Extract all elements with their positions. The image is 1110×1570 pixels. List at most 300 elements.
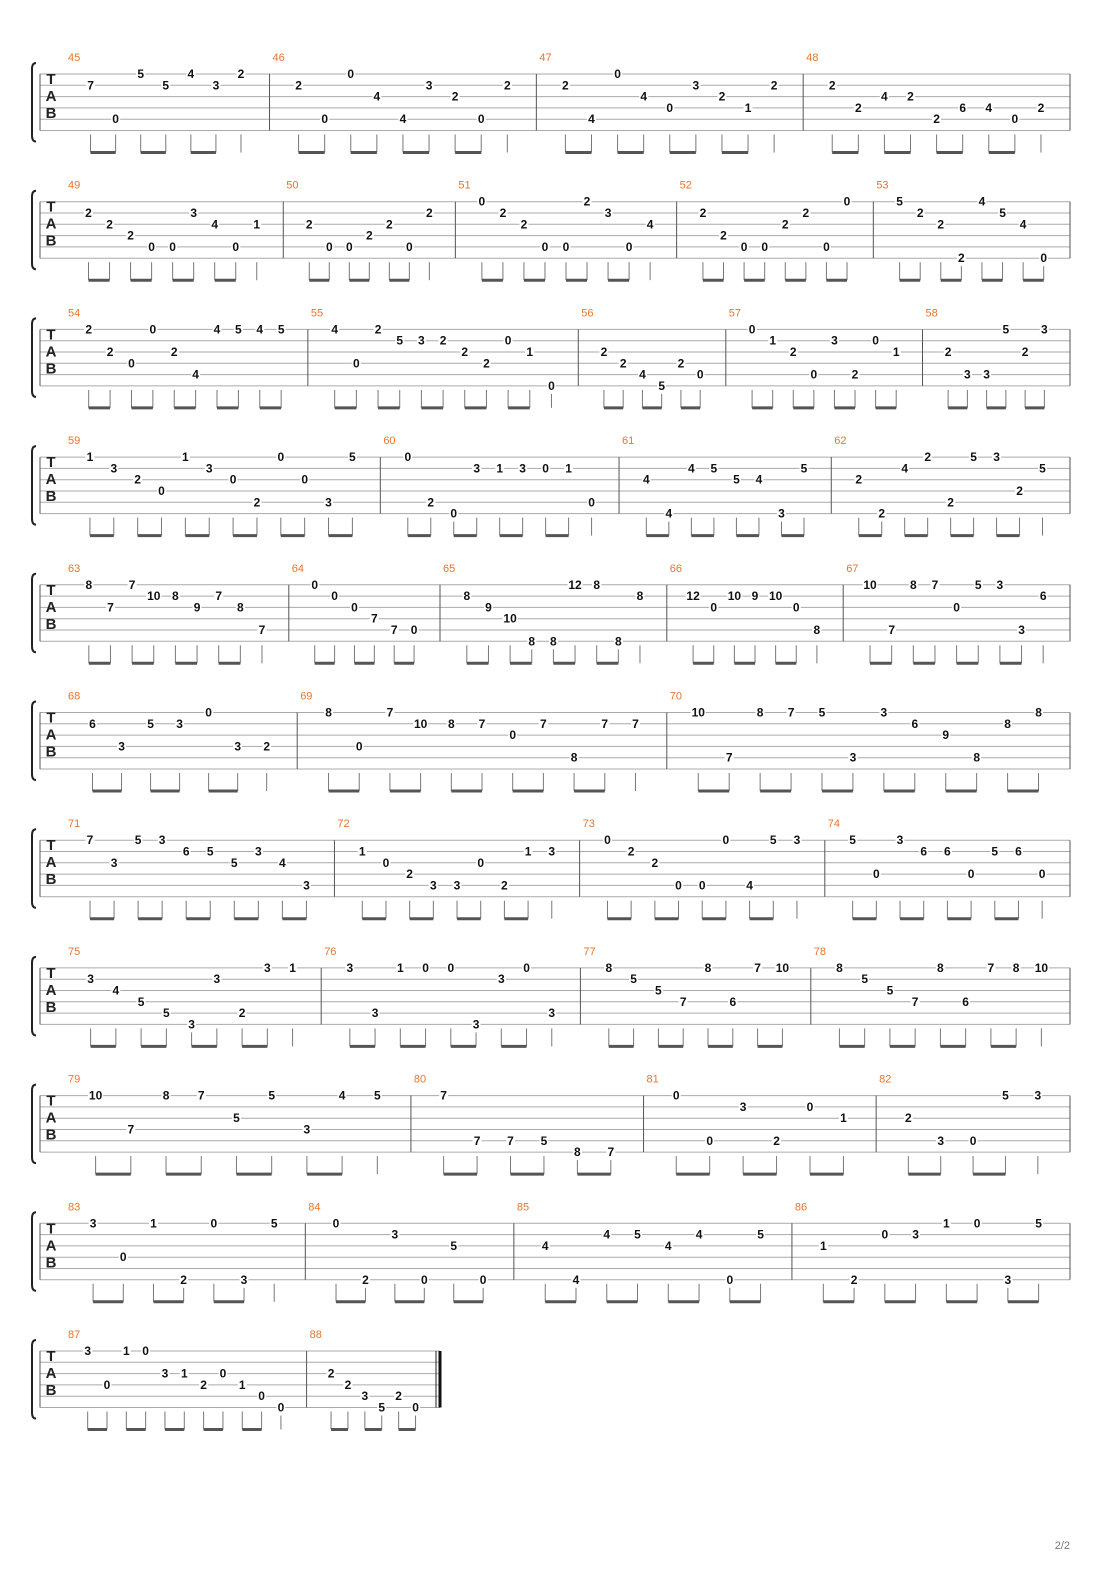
fret-number: 1	[86, 450, 94, 465]
fret-number: 3	[263, 960, 271, 975]
fret-number: 4	[746, 878, 753, 893]
fret-number: 3	[84, 1344, 92, 1358]
fret-number: 0	[740, 239, 748, 254]
fret-number: 3	[110, 461, 118, 476]
fret-number: 2	[499, 206, 507, 220]
fret-number: 5	[991, 844, 999, 859]
fret-number: 0	[973, 1216, 981, 1231]
measure-77	[583, 946, 810, 1047]
tab-clef-letter: A	[45, 598, 57, 616]
fret-number: 2	[385, 217, 393, 232]
fret-number: 4	[331, 322, 339, 337]
fret-number: 3	[993, 450, 1000, 465]
fret-number: 3	[497, 972, 505, 987]
tab-clef-letter: A	[45, 854, 57, 872]
measure-number: 86	[794, 1201, 808, 1214]
fret-number: 2	[263, 739, 271, 754]
fret-number: 1	[182, 450, 189, 465]
fret-number: 8	[756, 705, 764, 720]
fret-number: 8	[973, 750, 981, 765]
measure-number: 51	[458, 179, 471, 192]
fret-number: 1	[840, 1111, 847, 1126]
fret-number: 0	[698, 878, 706, 893]
fret-number: 7	[632, 716, 639, 731]
fret-number: 0	[509, 728, 517, 743]
fret-number: 3	[371, 1006, 379, 1021]
system-bracket	[32, 1212, 36, 1291]
fret-number: 7	[679, 994, 687, 1009]
fret-number: 2	[878, 506, 886, 521]
tab-clef-letter: A	[45, 471, 57, 489]
fret-number: 5	[861, 972, 869, 987]
fret-number: 0	[210, 1216, 218, 1231]
fret-number: 7	[725, 750, 733, 765]
measure-number: 72	[337, 818, 350, 831]
fret-number: 2	[520, 217, 528, 232]
fret-number: 6	[920, 844, 928, 859]
fret-number: 8	[550, 634, 557, 649]
fret-number: 1	[526, 345, 534, 359]
fret-number: 0	[321, 112, 329, 127]
measure-number: 62	[834, 435, 847, 448]
fret-number: 2	[907, 89, 914, 104]
measure-58	[925, 307, 1070, 408]
fret-number: 1	[524, 844, 532, 859]
fret-number: 0	[1011, 112, 1019, 127]
fret-number: 6	[944, 844, 951, 859]
measure-46	[273, 52, 537, 153]
fret-number: 3	[896, 833, 904, 848]
fret-number: 1	[150, 1216, 157, 1231]
fret-number: 4	[112, 983, 120, 998]
tab-clef-letter: T	[46, 709, 56, 727]
tab-clef-letter: T	[46, 1220, 56, 1238]
fret-number: 0	[523, 960, 530, 975]
fret-number: 0	[479, 1272, 487, 1287]
fret-number: 3	[205, 461, 213, 476]
measure-number: 78	[813, 945, 827, 958]
fret-number: 2	[773, 1133, 780, 1148]
measure-64	[292, 563, 440, 664]
fret-number: 0	[792, 600, 800, 615]
measure-62	[834, 435, 1070, 535]
fret-number: 2	[718, 89, 726, 104]
fret-number: 2	[651, 855, 659, 870]
system-5	[32, 563, 1070, 664]
fret-number: 3	[1034, 1088, 1042, 1103]
fret-number: 0	[477, 112, 485, 127]
system-10	[32, 1201, 1070, 1302]
measure-number: 79	[68, 1073, 81, 1086]
fret-number: 5	[162, 78, 170, 93]
fret-number: 2	[374, 322, 382, 337]
fret-number: 3	[604, 206, 612, 220]
fret-number: 2	[200, 1377, 207, 1392]
fret-number: 7	[370, 611, 378, 626]
fret-number: 1	[180, 1366, 188, 1381]
fret-number: 5	[999, 206, 1006, 220]
tab-clef-letter: A	[45, 981, 57, 999]
fret-number: 5	[277, 322, 285, 337]
system-bracket	[32, 63, 36, 142]
measure-number: 77	[583, 945, 596, 958]
fret-number: 0	[325, 239, 333, 254]
fret-number: 7	[87, 78, 94, 93]
fret-number: 4	[881, 89, 888, 104]
tab-clef-letter: B	[45, 615, 57, 633]
tab-clef-letter: B	[45, 232, 57, 250]
fret-number: 3	[1018, 623, 1025, 637]
page-number: 2/2	[1054, 1540, 1070, 1552]
fret-number: 0	[355, 739, 363, 754]
fret-number: 10	[863, 577, 877, 592]
system-3	[32, 307, 1070, 408]
fret-number: 3	[89, 1216, 97, 1231]
fret-number: 0	[1040, 251, 1048, 266]
fret-number: 4	[211, 217, 219, 232]
fret-number: 5	[137, 67, 145, 81]
fret-number: 7	[473, 1133, 481, 1148]
fret-number: 3	[548, 1006, 556, 1021]
measure-84	[308, 1201, 514, 1302]
fret-number: 4	[256, 322, 264, 337]
system-bracket	[32, 1085, 36, 1164]
measure-49	[68, 180, 283, 281]
fret-number: 10	[413, 716, 428, 731]
fret-number: 5	[1039, 461, 1046, 476]
fret-number: 5	[710, 461, 718, 476]
measure-number: 48	[806, 52, 819, 64]
fret-number: 6	[959, 100, 967, 115]
fret-number: 0	[675, 878, 682, 893]
fret-number: 1	[396, 960, 404, 975]
measure-87	[68, 1329, 307, 1430]
fret-number: 10	[1034, 960, 1049, 975]
fret-number: 0	[351, 600, 358, 615]
system-11	[32, 1329, 440, 1430]
tab-clef-letter: B	[45, 743, 57, 761]
fret-number: 1	[819, 1238, 827, 1253]
fret-number: 0	[761, 239, 769, 254]
fret-number: 4	[399, 112, 407, 127]
measure-number: 63	[68, 562, 81, 575]
tab-clef-letter: T	[46, 964, 56, 982]
fret-number: 2	[583, 194, 591, 209]
fret-number: 2	[344, 1377, 352, 1392]
fret-number: 5	[800, 461, 808, 476]
fret-number: 0	[205, 705, 212, 720]
fret-number: 3	[361, 1389, 369, 1404]
fret-number: 5	[1002, 322, 1010, 337]
fret-number: 1	[943, 1216, 950, 1231]
tab-clef-letter: T	[46, 198, 56, 216]
fret-number: 0	[562, 239, 570, 254]
measure-number: 60	[383, 435, 396, 448]
fret-number: 3	[793, 833, 801, 848]
fret-number: 8	[463, 589, 471, 604]
fret-number: 2	[562, 78, 569, 93]
fret-number: 5	[849, 833, 856, 848]
fret-number: 3	[346, 960, 354, 975]
system-bracket	[32, 1340, 36, 1419]
fret-number: 0	[128, 356, 135, 371]
measure-67	[846, 563, 1070, 664]
fret-number: 2	[362, 1272, 369, 1287]
fret-number: 6	[729, 994, 737, 1009]
fret-number: 2	[924, 450, 932, 465]
system-1	[32, 52, 1070, 153]
measure-70	[670, 691, 1070, 792]
fret-number: 1	[565, 461, 572, 476]
fret-number: 7	[386, 705, 394, 720]
fret-number: 0	[548, 378, 555, 393]
fret-number: 1	[253, 217, 261, 232]
fret-number: 5	[733, 472, 740, 487]
fret-number: 7	[197, 1088, 205, 1103]
fret-number: 8	[1004, 716, 1011, 731]
fret-number: 2	[134, 472, 141, 487]
fret-number: 6	[911, 716, 919, 731]
fret-number: 2	[802, 206, 810, 220]
fret-number: 7	[128, 577, 136, 592]
fret-number: 0	[625, 239, 633, 254]
tab-clef-letter: T	[46, 1092, 56, 1110]
measure-number: 49	[68, 179, 81, 192]
measure-number: 54	[68, 307, 81, 320]
measure-number: 50	[286, 179, 299, 192]
fret-number: 3	[325, 495, 332, 510]
fret-number: 0	[810, 367, 818, 382]
fret-number: 6	[182, 844, 190, 859]
fret-number: 3	[1004, 1272, 1012, 1287]
fret-number: 3	[418, 333, 425, 348]
measure-53	[876, 180, 1070, 281]
fret-number: 2	[850, 1272, 858, 1287]
fret-number: 7	[127, 1122, 135, 1137]
fret-number: 7	[107, 600, 114, 615]
fret-number: 5	[630, 972, 637, 987]
fret-number: 3	[190, 206, 198, 220]
fret-number: 5	[233, 1111, 240, 1126]
fret-number: 0	[447, 960, 455, 975]
fret-number: 5	[373, 1088, 381, 1103]
fret-number: 9	[942, 728, 950, 743]
fret-number: 5	[896, 194, 903, 209]
fret-number: 0	[953, 600, 960, 615]
measure-59	[68, 435, 380, 535]
fret-number: 2	[1016, 484, 1023, 498]
fret-number: 4	[1019, 217, 1027, 232]
fret-number: 0	[504, 333, 512, 348]
tab-clef-letter: A	[45, 343, 57, 361]
measure-86	[795, 1201, 1070, 1302]
fret-number: 3	[234, 739, 242, 754]
fret-number: 4	[985, 100, 993, 115]
fret-number: 3	[110, 855, 118, 870]
fret-number: 5	[147, 716, 154, 731]
measure-78	[814, 946, 1070, 1047]
fret-number: 5	[757, 1227, 764, 1242]
tab-clef-letter: A	[45, 1365, 57, 1382]
fret-number: 0	[331, 589, 338, 604]
fret-number: 5	[634, 1227, 641, 1242]
fret-number: 5	[206, 844, 214, 859]
measure-number: 84	[308, 1201, 321, 1214]
tab-clef-letter: B	[45, 998, 57, 1016]
fret-number: 5	[886, 983, 894, 998]
fret-number: 2	[677, 356, 685, 371]
measure-47	[539, 52, 803, 153]
fret-number: 0	[710, 600, 718, 615]
measure-74	[828, 818, 1070, 919]
fret-number: 8	[636, 589, 644, 604]
fret-number: 3	[453, 878, 461, 893]
fret-number: 1	[496, 461, 504, 476]
fret-number: 2	[619, 356, 627, 371]
fret-number: 0	[696, 367, 704, 382]
system-bracket	[32, 446, 36, 524]
fret-number: 2	[600, 345, 608, 359]
fret-number: 1	[769, 333, 777, 348]
fret-number: 0	[541, 239, 549, 254]
measure-73	[583, 818, 825, 919]
fret-number: 0	[406, 239, 413, 254]
fret-number: 0	[843, 194, 851, 209]
fret-number: 7	[390, 623, 398, 637]
fret-number: 8	[605, 960, 613, 975]
fret-number: 0	[748, 322, 756, 337]
measure-number: 71	[68, 818, 81, 831]
fret-number: 0	[967, 867, 975, 882]
fret-number: 0	[604, 833, 611, 848]
tab-clef-letter: B	[45, 1382, 57, 1399]
system-9	[32, 1074, 1070, 1175]
fret-number: 3	[176, 716, 183, 731]
fret-number: 2	[1037, 100, 1045, 115]
measure-number: 65	[443, 562, 456, 575]
fret-number: 0	[478, 194, 486, 209]
measure-50	[286, 180, 455, 281]
measure-number: 46	[272, 52, 285, 64]
fret-number: 3	[158, 833, 166, 848]
measure-88	[310, 1329, 440, 1430]
system-bracket	[32, 318, 36, 397]
tab-clef-letter: T	[46, 1348, 56, 1365]
fret-number: 2	[503, 78, 511, 93]
measure-number: 47	[539, 52, 552, 64]
fret-number: 5	[970, 450, 977, 465]
fret-number: 7	[607, 1145, 615, 1160]
fret-number: 1	[122, 1344, 130, 1358]
measure-number: 64	[291, 562, 305, 575]
fret-number: 2	[904, 1111, 912, 1126]
measure-number: 82	[879, 1073, 892, 1086]
measure-number: 56	[581, 307, 594, 320]
fret-number: 2	[851, 367, 859, 382]
fret-number: 3	[831, 333, 838, 348]
fret-number: 8	[528, 634, 536, 649]
fret-number: 2	[451, 89, 459, 104]
fret-number: 6	[89, 716, 96, 731]
fret-number: 0	[382, 855, 390, 870]
fret-number: 5	[163, 1006, 170, 1021]
fret-number: 0	[542, 461, 549, 476]
fret-number: 3	[519, 461, 526, 476]
fret-number: 5	[974, 577, 982, 592]
fret-number: 2	[439, 333, 447, 348]
fret-number: 10	[691, 705, 705, 720]
fret-number: 8	[1035, 705, 1042, 720]
fret-number: 3	[849, 750, 857, 765]
fret-number: 2	[1021, 345, 1029, 359]
fret-number: 5	[1002, 1088, 1009, 1103]
fret-number: 2	[854, 100, 862, 115]
fret-number: 3	[429, 878, 437, 893]
fret-number: 0	[347, 67, 355, 81]
fret-number: 0	[726, 1272, 734, 1287]
measure-68	[68, 691, 297, 792]
fret-number: 7	[601, 716, 609, 731]
fret-number: 9	[485, 600, 492, 615]
measure-54	[68, 307, 308, 408]
fret-number: 3	[213, 972, 221, 987]
tab-clef-letter: A	[45, 1237, 57, 1255]
fret-number: 0	[404, 450, 412, 465]
fret-number: 3	[880, 705, 888, 720]
fret-number: 4	[642, 472, 650, 487]
fret-number: 10	[147, 589, 161, 604]
measure-number: 80	[413, 1073, 427, 1086]
fret-number: 7	[440, 1088, 447, 1103]
fret-number: 5	[230, 855, 238, 870]
measure-55	[311, 307, 578, 408]
fret-number: 4	[279, 855, 286, 870]
tab-clef-letter: T	[46, 71, 56, 88]
fret-number: 7	[931, 577, 939, 592]
fret-number: 3	[472, 1017, 480, 1032]
system-bracket	[32, 191, 36, 270]
fret-number: 0	[158, 484, 165, 498]
fret-number: 3	[254, 844, 262, 859]
system-bracket	[32, 957, 36, 1036]
tab-clef-letter: A	[45, 726, 57, 744]
measure-61	[622, 435, 831, 535]
fret-number: 8	[570, 750, 578, 765]
fret-number: 8	[704, 960, 712, 975]
measure-number: 68	[68, 690, 81, 703]
tab-clef-letter: T	[46, 837, 56, 855]
fret-number: 5	[378, 1400, 386, 1415]
measure-number: 76	[324, 945, 337, 958]
fret-number: 2	[828, 78, 836, 93]
tab-clef-letter: T	[46, 326, 56, 344]
fret-number: 2	[770, 78, 778, 93]
fret-number: 10	[503, 611, 517, 626]
fret-number: 6	[962, 994, 969, 1009]
fret-number: 7	[215, 589, 223, 604]
measure-number: 66	[669, 562, 683, 575]
measure-82	[879, 1074, 1070, 1175]
fret-number: 2	[461, 345, 469, 359]
fret-number: 0	[353, 356, 360, 371]
fret-number: 3	[996, 577, 1004, 592]
fret-number: 7	[507, 1133, 514, 1148]
measure-number: 83	[68, 1201, 81, 1214]
fret-number: 3	[739, 1099, 747, 1114]
measure-number: 74	[827, 818, 841, 831]
fret-number: 3	[303, 1122, 311, 1137]
measure-number: 69	[300, 690, 313, 703]
